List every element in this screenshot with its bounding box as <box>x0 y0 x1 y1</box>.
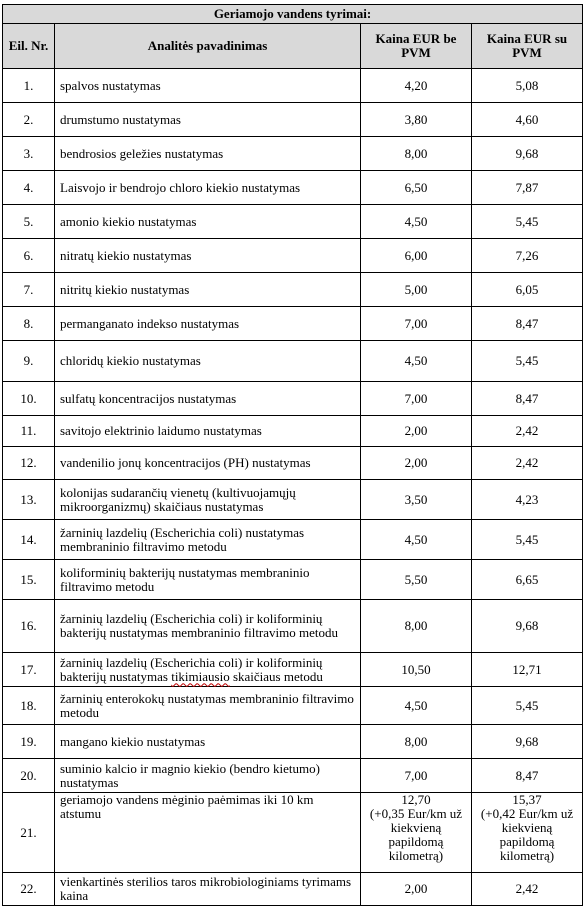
row-number: 7. <box>3 273 55 307</box>
table-row <box>3 273 583 307</box>
row-number: 19. <box>3 725 55 759</box>
table-row <box>3 239 583 273</box>
row-number: 13. <box>3 480 55 520</box>
price-without-vat: 7,00 <box>361 382 472 416</box>
row-number: 3. <box>3 137 55 171</box>
price-with-vat: 2,42 <box>472 416 583 447</box>
price-with-vat: 5,08 <box>472 69 583 103</box>
price-with-vat: 9,68 <box>472 600 583 653</box>
header-nr: Eil. Nr. <box>3 24 55 69</box>
analysis-name: amonio kiekio nustatymas <box>55 205 361 239</box>
row-number: 5. <box>3 205 55 239</box>
analysis-name: vienkartinės sterilios taros mikrobiologiniams tyrimams kaina <box>55 873 361 906</box>
row-number: 1. <box>3 69 55 103</box>
analysis-name: žarninių enterokokų nustatymas membraninio filtravimo metodu <box>55 687 361 725</box>
spellcheck-flagged-word: tikimiausio <box>171 668 230 684</box>
price-with-vat <box>472 793 583 873</box>
analysis-name: kolonijas sudarančių vienetų (kultivuojamųjų mikroorganizmų) skaičiaus nustatymas <box>55 480 361 520</box>
price-table-document <box>2 4 582 906</box>
analysis-name: Laisvojo ir bendrojo chloro kiekio nustatymas <box>55 171 361 205</box>
price-with-vat: 5,45 <box>472 205 583 239</box>
price-with-vat: 5,45 <box>472 687 583 725</box>
table-row <box>3 416 583 447</box>
price-without-vat: 7,00 <box>361 307 472 341</box>
price-without-vat: 4,50 <box>361 520 472 560</box>
price-with-vat: 7,87 <box>472 171 583 205</box>
table-row <box>3 382 583 416</box>
analysis-name: žarninių lazdelių (Escherichia coli) ir koliforminių bakterijų nustatymas membraninio filtravimo metodu <box>55 600 361 653</box>
analysis-name: mangano kiekio nustatymas <box>55 725 361 759</box>
price-with-vat: 5,45 <box>472 341 583 382</box>
price-without-vat: 3,80 <box>361 103 472 137</box>
price-extra-km-note: (+0,42 Eur/km už kiekvieną papildomą kilometrą) <box>480 806 574 863</box>
row-number: 12. <box>3 447 55 480</box>
price-with-vat: 6,05 <box>472 273 583 307</box>
price-without-vat: 8,00 <box>361 600 472 653</box>
price-with-vat: 7,26 <box>472 239 583 273</box>
price-without-vat: 2,00 <box>361 416 472 447</box>
row-number: 22. <box>3 873 55 906</box>
price-with-vat: 8,47 <box>472 307 583 341</box>
price-with-vat: 9,68 <box>472 725 583 759</box>
analysis-name: savitojo elektrinio laidumo nustatymas <box>55 416 361 447</box>
price-with-vat: 9,68 <box>472 137 583 171</box>
table-row <box>3 137 583 171</box>
analysis-name: vandenilio jonų koncentracijos (PH) nustatymas <box>55 447 361 480</box>
table-title-row <box>3 5 583 24</box>
table-row <box>3 103 583 137</box>
price-without-vat: 4,50 <box>361 205 472 239</box>
row-number: 4. <box>3 171 55 205</box>
table-row <box>3 205 583 239</box>
analysis-name: permanganato indekso nustatymas <box>55 307 361 341</box>
price-without-vat: 4,20 <box>361 69 472 103</box>
header-name: Analitės pavadinimas <box>55 24 361 69</box>
price-without-vat: 4,50 <box>361 687 472 725</box>
analysis-name: nitratų kiekio nustatymas <box>55 239 361 273</box>
header-price-with-vat: Kaina EUR su PVM <box>472 24 583 69</box>
table-row <box>3 171 583 205</box>
analysis-name: bendrosios geležies nustatymas <box>55 137 361 171</box>
table-row <box>3 600 583 653</box>
price-with-vat: 8,47 <box>472 759 583 793</box>
row-number: 11. <box>3 416 55 447</box>
analysis-name: sulfatų koncentracijos nustatymas <box>55 382 361 416</box>
price-without-vat: 8,00 <box>361 725 472 759</box>
price-with-vat: 8,47 <box>472 382 583 416</box>
table-row <box>3 725 583 759</box>
analysis-name: koliforminių bakterijų nustatymas membraninio filtravimo metodu <box>55 560 361 600</box>
row-number: 16. <box>3 600 55 653</box>
price-without-vat: 4,50 <box>361 341 472 382</box>
analysis-name: drumstumo nustatymas <box>55 103 361 137</box>
table-row <box>3 793 583 873</box>
price-value: 12,70 <box>401 792 431 807</box>
row-number: 21. <box>3 793 55 873</box>
price-with-vat: 5,45 <box>472 520 583 560</box>
price-without-vat: 8,00 <box>361 137 472 171</box>
price-with-vat: 6,65 <box>472 560 583 600</box>
analysis-name: chloridų kiekio nustatymas <box>55 341 361 382</box>
analysis-name-part: skaičiaus metodu <box>229 668 323 684</box>
row-number: 14. <box>3 520 55 560</box>
table-row <box>3 560 583 600</box>
table-title: Geriamojo vandens tyrimai: <box>3 5 583 24</box>
table-row <box>3 341 583 382</box>
price-without-vat: 5,00 <box>361 273 472 307</box>
price-without-vat <box>361 793 472 873</box>
row-number: 18. <box>3 687 55 725</box>
row-number: 9. <box>3 341 55 382</box>
table-row <box>3 307 583 341</box>
price-value: 15,37 <box>512 792 542 807</box>
table-row <box>3 447 583 480</box>
price-without-vat: 2,00 <box>361 873 472 906</box>
analysis-name: suminio kalcio ir magnio kiekio (bendro kietumo) nustatymas <box>55 759 361 793</box>
price-with-vat: 2,42 <box>472 873 583 906</box>
price-without-vat: 10,50 <box>361 653 472 687</box>
row-number: 20. <box>3 759 55 793</box>
analysis-name-part: žarninių lazdelių (Escherichia coli) ir koliforminių bakterijų nustatymas <box>60 654 323 684</box>
price-with-vat: 2,42 <box>472 447 583 480</box>
table-row <box>3 480 583 520</box>
row-number: 15. <box>3 560 55 600</box>
price-without-vat: 6,00 <box>361 239 472 273</box>
analysis-name: geriamojo vandens mėginio paėmimas iki 10 km atstumu <box>55 793 361 873</box>
table-row <box>3 687 583 725</box>
table-row <box>3 520 583 560</box>
price-with-vat: 12,71 <box>472 653 583 687</box>
price-with-vat: 4,60 <box>472 103 583 137</box>
price-without-vat: 7,00 <box>361 759 472 793</box>
row-number: 2. <box>3 103 55 137</box>
water-tests-price-table <box>2 4 583 906</box>
price-extra-km-note: (+0,35 Eur/km už kiekvieną papildomą kilometrą) <box>369 806 463 863</box>
analysis-name <box>55 653 361 687</box>
table-row <box>3 873 583 906</box>
price-without-vat: 6,50 <box>361 171 472 205</box>
row-number: 10. <box>3 382 55 416</box>
price-without-vat: 5,50 <box>361 560 472 600</box>
table-header-row <box>3 24 583 69</box>
header-price-without-vat: Kaina EUR be PVM <box>361 24 472 69</box>
row-number: 17. <box>3 653 55 687</box>
analysis-name: nitritų kiekio nustatymas <box>55 273 361 307</box>
row-number: 6. <box>3 239 55 273</box>
table-row <box>3 69 583 103</box>
row-number: 8. <box>3 307 55 341</box>
price-with-vat: 4,23 <box>472 480 583 520</box>
table-row <box>3 759 583 793</box>
price-without-vat: 3,50 <box>361 480 472 520</box>
analysis-name: žarninių lazdelių (Escherichia coli) nustatymas membraninio filtravimo metodu <box>55 520 361 560</box>
table-row <box>3 653 583 687</box>
price-without-vat: 2,00 <box>361 447 472 480</box>
analysis-name: spalvos nustatymas <box>55 69 361 103</box>
